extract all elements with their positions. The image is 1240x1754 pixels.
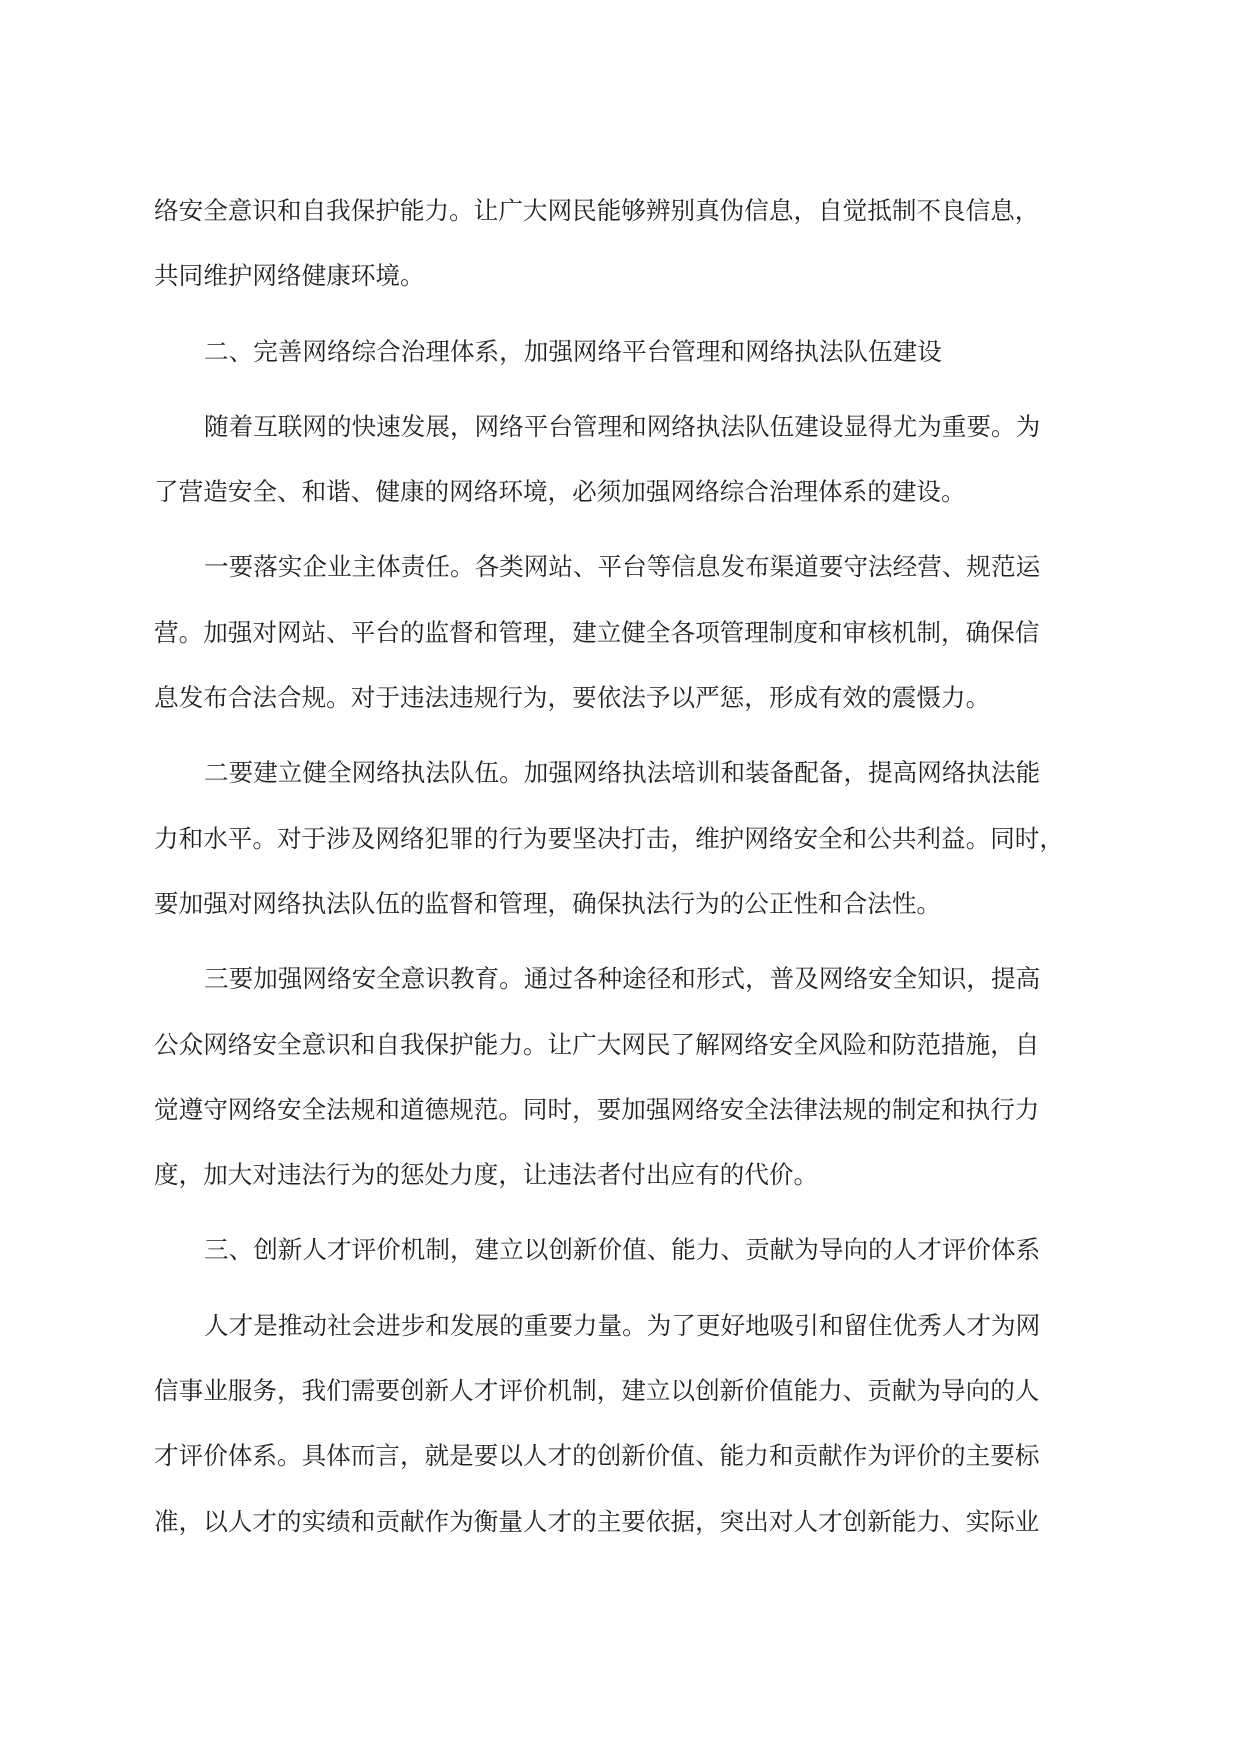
text-line: 公众网络安全意识和自我保护能力。让广大网民了解网络安全风险和防范措施，自 — [154, 1029, 1040, 1059]
paragraph-gap — [154, 936, 1070, 946]
text-line: 力和水平。对于涉及网络犯罪的行为要坚决打击，维护网络安全和公共利益。同时， — [154, 823, 1064, 853]
text-line: 共同维护网络健康环境。 — [154, 261, 425, 291]
text-line: 觉遵守网络安全法规和道德规范。同时，要加强网络安全法律法规的制定和执行力 — [154, 1094, 1040, 1124]
text-line: 信事业服务，我们需要创新人才评价机制，建立以创新价值能力、贡献为导向的人 — [154, 1376, 1040, 1406]
text-line: 一要落实企业主体责任。各类网站、平台等信息发布渠道要守法经营、规范运 — [204, 552, 1041, 582]
text-line: 二要建立健全网络执法队伍。加强网络执法培训和装备配备，提高网络执法能 — [204, 758, 1041, 788]
text-line: 度，加大对违法行为的惩处力度，让违法者付出应有的代价。 — [154, 1160, 819, 1190]
document-body — [154, 178, 1070, 1554]
text-line: 才评价体系。具体而言，就是要以人才的创新价值、能力和贡献作为评价的主要标 — [154, 1441, 1040, 1471]
paragraph-gap — [154, 309, 1070, 319]
text-line: 随着互联网的快速发展，网络平台管理和网络执法队伍建设显得尤为重要。为 — [204, 411, 1041, 441]
text-line: 了营造安全、和谐、健康的网络环境，必须加强网络综合治理体系的建设。 — [154, 477, 966, 507]
text-line: 准，以人才的实绩和贡献作为衡量人才的主要依据，突出对人才创新能力、实际业 — [154, 1506, 1040, 1536]
paragraph-gap — [154, 524, 1070, 534]
text-line: 络安全意识和自我保护能力。让广大网民能够辨别真伪信息，自觉抵制不良信息， — [154, 196, 1040, 225]
paragraph-gap — [154, 1283, 1070, 1293]
paragraph-gap — [154, 730, 1070, 740]
text-line: 息发布合法合规。对于违法违规行为，要依法予以严惩，形成有效的震慑力。 — [154, 683, 991, 713]
text-line: 二、完善网络综合治理体系，加强网络平台管理和网络执法队伍建设 — [204, 336, 942, 366]
text-line: 三、创新人才评价机制，建立以创新价值、能力、贡献为导向的人才评价体系 — [204, 1235, 1041, 1265]
paragraph-gap — [154, 384, 1070, 394]
text-line: 要加强对网络执法队伍的监督和管理，确保执法行为的公正性和合法性。 — [154, 888, 942, 918]
text-line: 人才是推动社会进步和发展的重要力量。为了更好地吸引和留住优秀人才为网 — [204, 1310, 1041, 1340]
text-line: 营。加强对网站、平台的监督和管理，建立健全各项管理制度和审核机制，确保信 — [154, 617, 1040, 647]
text-line: 三要加强网络安全意识教育。通过各种途径和形式，普及网络安全知识，提高 — [204, 964, 1041, 994]
paragraph-gap — [154, 1207, 1070, 1217]
